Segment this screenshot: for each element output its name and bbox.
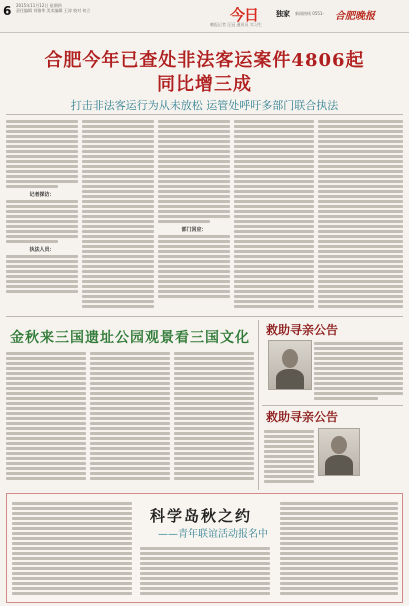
paper-brand: 合肥晚报 bbox=[335, 11, 375, 22]
notice-text bbox=[314, 340, 403, 402]
article-column bbox=[280, 500, 398, 598]
masthead bbox=[0, 0, 409, 33]
article-column bbox=[6, 118, 78, 313]
issue-date: 2015年11月12日 星期四 bbox=[16, 3, 62, 8]
subhead: 记者探访： bbox=[29, 192, 55, 198]
section-label: 独家 bbox=[276, 10, 290, 18]
article-column bbox=[174, 350, 254, 485]
notice-title: 救助寻亲公告 bbox=[266, 323, 339, 337]
article-column bbox=[6, 350, 86, 485]
article-column bbox=[234, 118, 314, 313]
column-divider bbox=[258, 320, 259, 490]
main-subheadline: 打击非法客运行为从未放松 运管处呼吁多部门联合执法 bbox=[70, 99, 339, 112]
article-column bbox=[90, 350, 170, 485]
main-headline-line1: 合肥今年已查处非法客运案件4806起 bbox=[44, 50, 365, 71]
notice-title: 救助寻亲公告 bbox=[266, 410, 339, 424]
divider bbox=[6, 316, 403, 317]
divider bbox=[262, 405, 403, 406]
article-column bbox=[158, 118, 230, 313]
person-photo bbox=[318, 428, 360, 476]
editor-credits: 责任编辑 刘雅华 美术编辑 王涛 校对 何立 bbox=[16, 8, 91, 13]
person-photo bbox=[268, 340, 312, 390]
subhead: 执法人员： bbox=[29, 247, 55, 253]
boxed-headline: 科学岛秋之约 bbox=[150, 507, 253, 525]
second-headline: 金秋来三国遗址公园观景看三国文化 bbox=[10, 330, 250, 346]
hotline: 新闻热线 0551- bbox=[295, 11, 324, 16]
notice-text bbox=[264, 428, 314, 488]
subhead: 部门回应： bbox=[181, 227, 207, 233]
page-number: 6 bbox=[3, 4, 12, 18]
reporter-byline: 晚报记者 汪冠 通讯员 实习生 bbox=[210, 22, 262, 27]
article-column bbox=[12, 500, 132, 598]
article-column bbox=[82, 118, 154, 313]
boxed-subheadline: ——青年联谊活动报名中 bbox=[158, 529, 268, 540]
section-logo: 今日 bbox=[230, 6, 259, 24]
main-headline-line2: 同比增三成 bbox=[157, 74, 252, 95]
article-column bbox=[318, 118, 403, 313]
article-column bbox=[140, 545, 270, 598]
divider bbox=[6, 114, 403, 115]
